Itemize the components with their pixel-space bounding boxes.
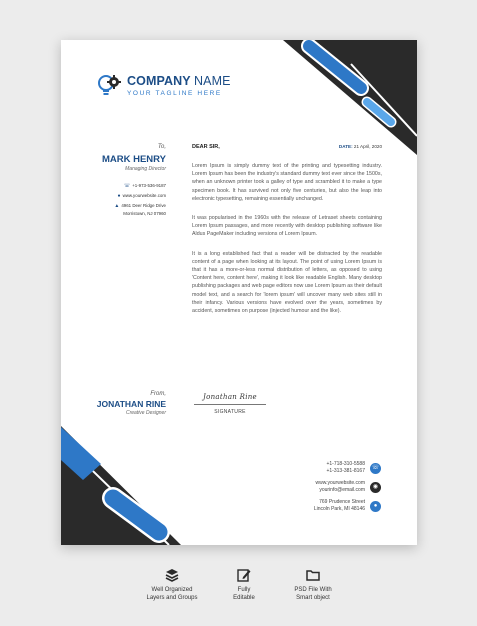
footer-email: yourinfo@email.com [319, 487, 365, 493]
paragraph-1: Lorem Ipsum is simply dummy text of the printing and typesetting industry. Lorem Ipsum has been the industry's standard dummy text ever since the 1500s, when an unknown printer took a galley of type and scrambled it to make a type specimen book. It has survived not only five centuries, but also the leap into electronic typesetting, remaining essentially unchanged. [192, 163, 382, 202]
signature-script: Jonathan Rine [203, 393, 257, 401]
feature-editable-line1: Fully [237, 587, 251, 593]
date-label: DATE: [338, 144, 353, 149]
recipient-website: www.yourwebsite.com [122, 193, 166, 198]
footer-phone-1: +1-718-310-5588 [326, 461, 365, 467]
recipient-phone: +1-973-536-9187 [132, 183, 166, 188]
recipient-address-1: 4961 Deer Ridge Drive [121, 203, 166, 208]
signature-line [194, 404, 266, 405]
footer-address-row [314, 499, 381, 513]
feature-list [0, 567, 477, 617]
recipient-address-2: Morristown, NJ 07960 [123, 211, 166, 216]
recipient-website-row [102, 191, 166, 201]
to-label: To, [157, 144, 166, 150]
feature-psd [268, 567, 358, 602]
signature-block [194, 393, 266, 415]
paragraph-3: It is a long established fact that a reader will be distracted by the readable content of a page when looking at its layout. The point of using Lorem Ipsum is that it has a more-or-less normal distribution of letters, as opposed to using 'Content here, content here', making it look like readable English. Many desktop publishing packages and web page editors now use Lorem Ipsum as their default model text, and a search for 'lorem ipsum' will uncover many web sites still in their infancy. Various versions have evolved over the years, sometimes by accident, sometimes on purpose (injected humour and the like). [192, 250, 382, 315]
sender-block [97, 391, 166, 416]
feature-psd-line1: PSD File With [294, 587, 332, 593]
greeting: DEAR SIR, [192, 144, 220, 150]
location-pin-icon: ● [370, 501, 381, 512]
footer-website: www.yourwebsite.com [315, 480, 365, 486]
phone-icon: ☏ [123, 183, 131, 189]
top-dark-wedge [283, 40, 417, 155]
letterhead-sheet [61, 40, 417, 545]
feature-editable-line2: Editable [233, 595, 255, 601]
recipient-block [102, 144, 166, 217]
date-value: 21 April, 2020 [353, 144, 382, 149]
recipient-contact [102, 181, 166, 217]
company-tagline: YOUR TAGLINE HERE [127, 90, 222, 97]
location-icon: ▲ [114, 203, 120, 209]
footer-address-1: 769 Prudence Street [319, 499, 365, 505]
feature-layers-line1: Well Organized [151, 587, 193, 593]
signature-label: SIGNATURE [214, 409, 246, 415]
sender-title: Creative Designer [125, 410, 166, 416]
company-logo [97, 73, 231, 99]
footer-contacts [314, 461, 381, 518]
from-label: From, [150, 391, 166, 397]
letter-date [339, 144, 382, 149]
globe-icon: ◉ [370, 482, 381, 493]
globe-icon: ● [117, 193, 121, 199]
footer-address-2: Lincoln Park, MI 48146 [313, 506, 365, 512]
footer-web-row [314, 480, 381, 494]
recipient-phone-row [102, 181, 166, 191]
sender-name: JONATHAN RINE [96, 399, 166, 409]
feature-psd-line2: Smart object [296, 595, 330, 601]
recipient-name: MARK HENRY [101, 154, 166, 165]
lightbulb-gear-icon [97, 73, 123, 99]
recipient-title: Managing Director [125, 166, 166, 172]
phone-icon: ☏ [370, 463, 381, 474]
recipient-address-row [102, 201, 166, 211]
footer-phone-row [314, 461, 381, 475]
feature-layers-line2: Layers and Groups [146, 595, 198, 601]
paragraph-2: It was popularised in the 1960s with the release of Letraset sheets containing Lorem Ipsum passages, and more recently with desktop publishing software like Aldus PageMaker including versions of Lorem Ipsum. [192, 215, 382, 238]
company-name: COMPANY NAME [127, 74, 231, 88]
footer-phone-2: +1-313-381-8167 [326, 468, 365, 474]
letter-body [192, 144, 382, 315]
folder-icon [268, 567, 358, 582]
